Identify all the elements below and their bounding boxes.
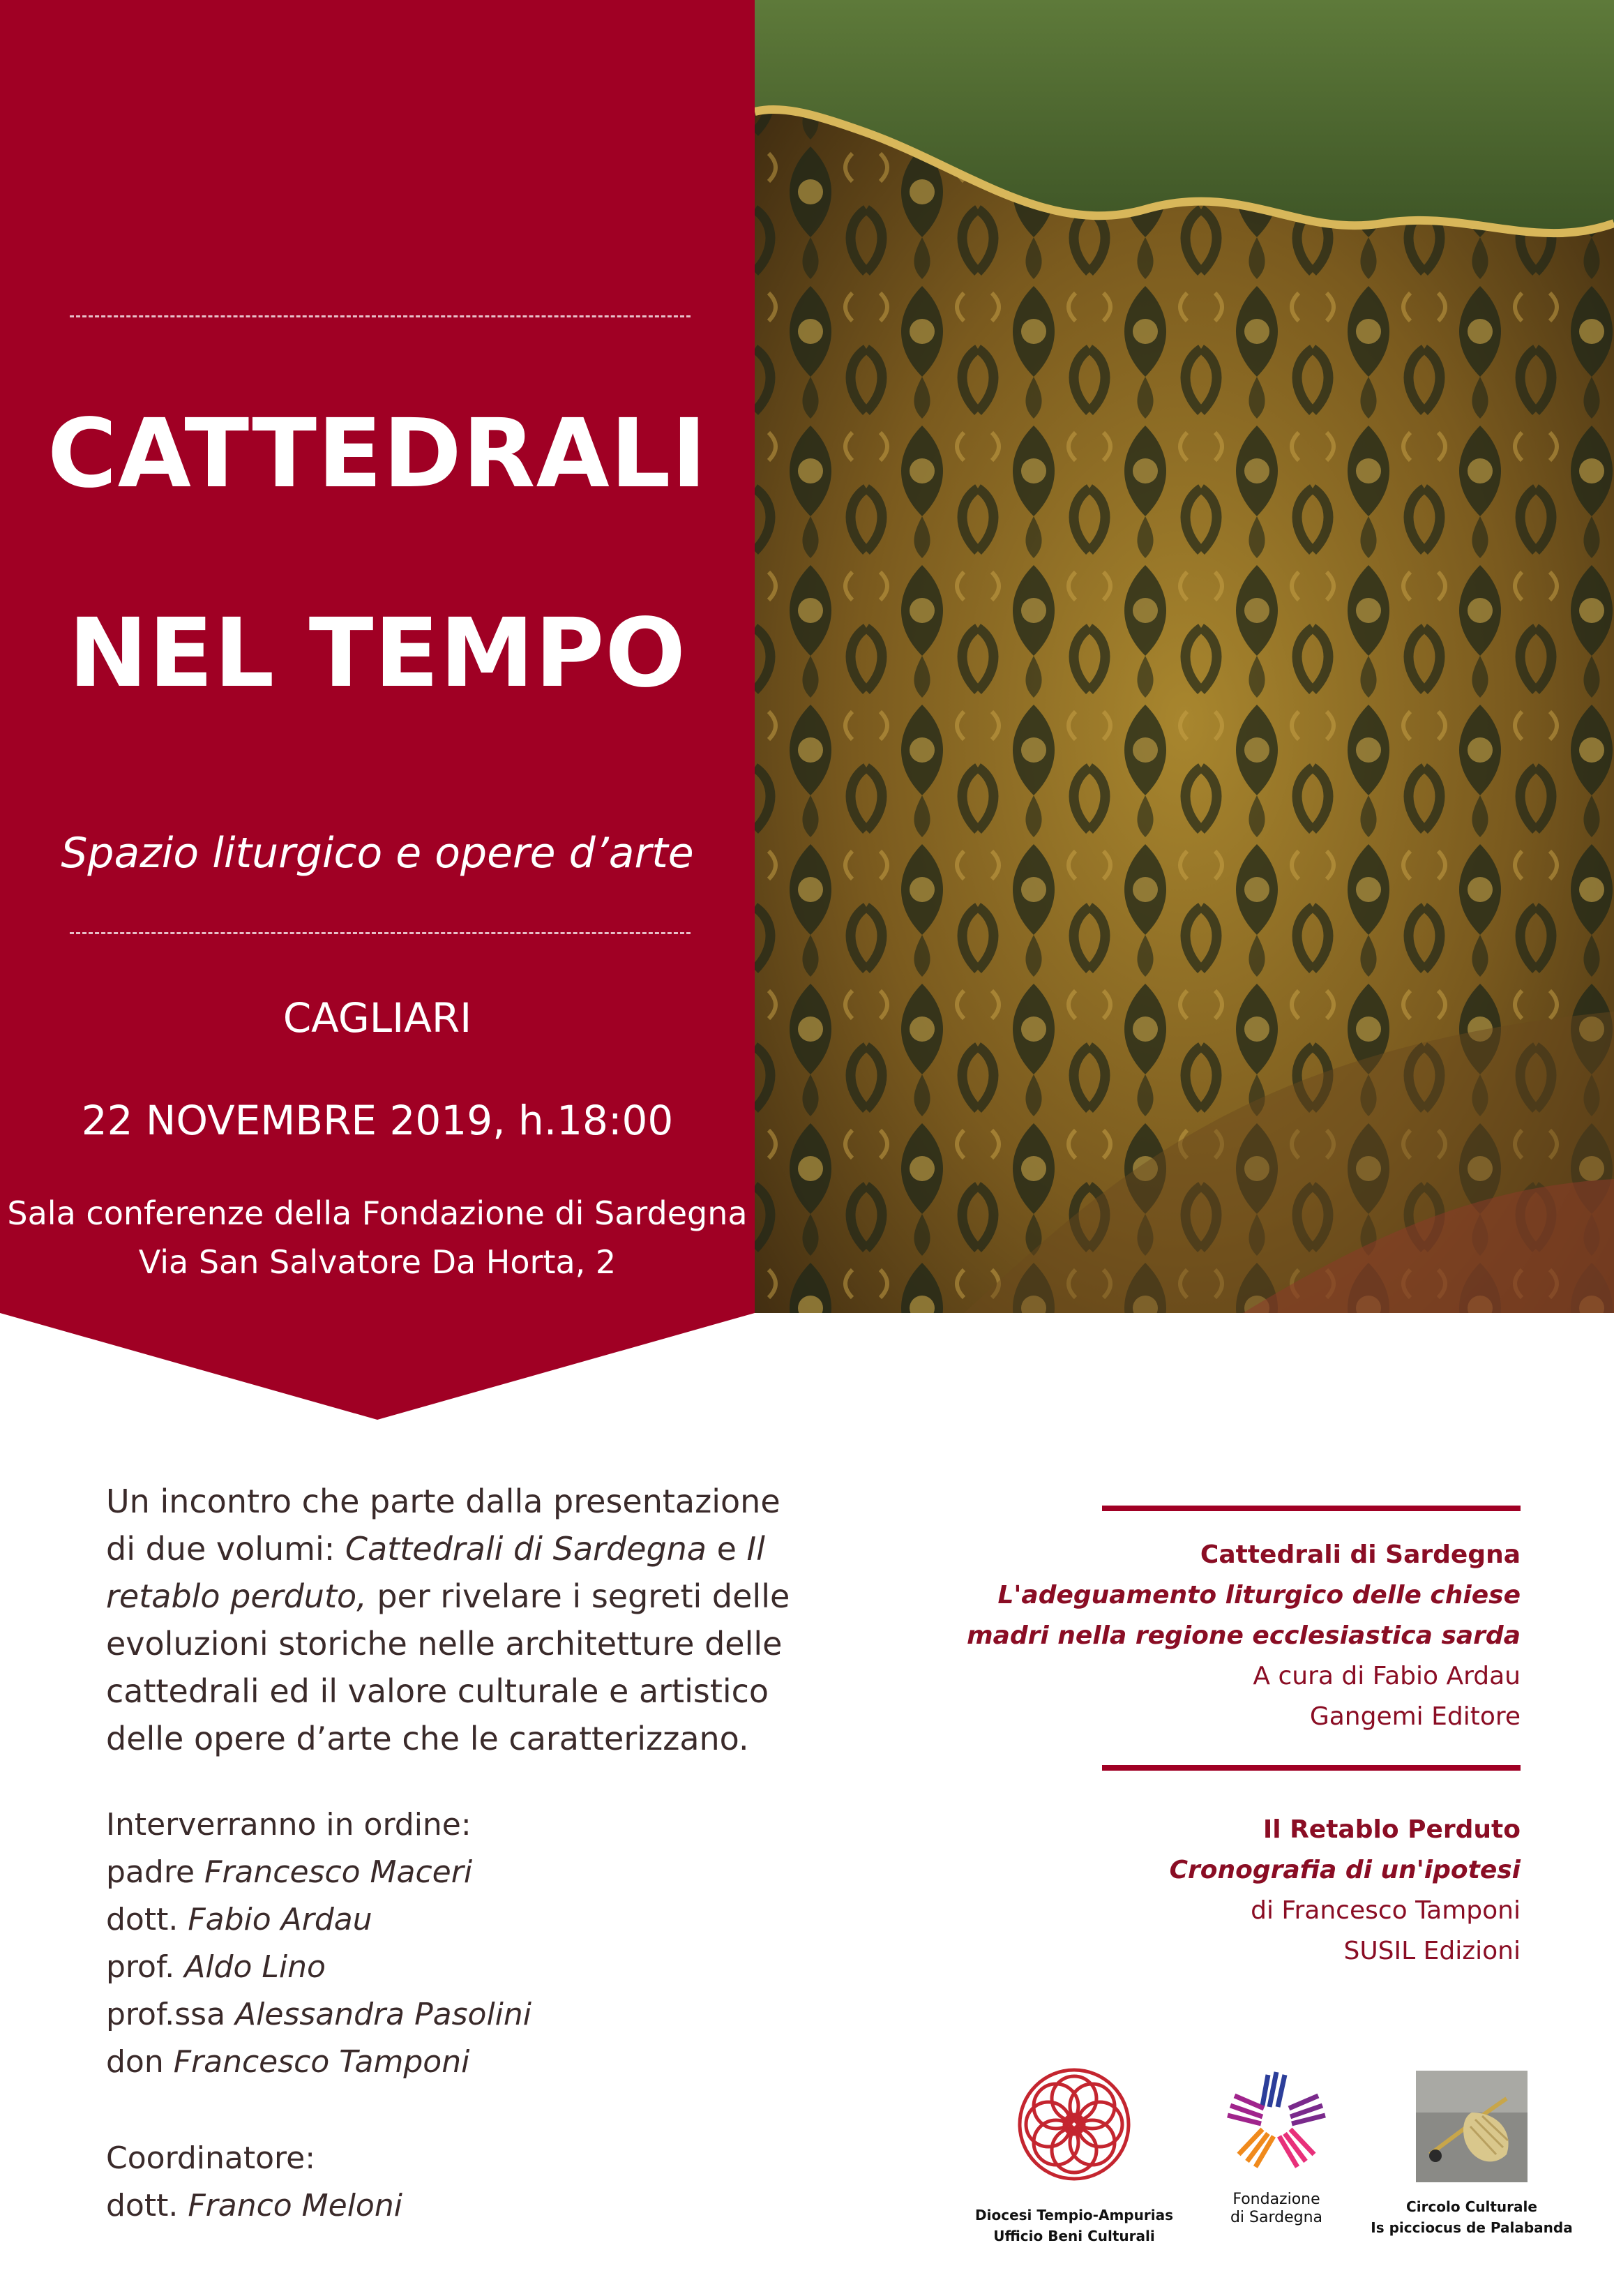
speaker-title: dott. [106,1902,188,1937]
fondazione-logo-block [1207,2065,1346,2227]
speaker-name: Fabio Ardau [188,1902,372,1937]
circolo-name: Circolo Culturale [1406,2198,1537,2215]
divider-bottom [70,932,691,934]
diocesi-rosette-icon [1015,2065,1133,2184]
intro-book2-title: Il retablo perduto, [106,1530,765,1615]
book1-author: A cura di Fabio Ardau [1253,1662,1521,1690]
speaker-title: padre [106,1854,205,1890]
event-venue: Sala conferenze della Fondazione di Sardegna [7,1194,748,1232]
speaker-item [106,1991,531,2039]
intro-text-1: Un incontro che parte dalla presentazione di due volumi: [106,1483,780,1568]
title-banner [0,0,755,1420]
intro-paragraph [106,1478,810,1762]
speakers-heading: Interverranno in ordine: [106,1807,472,1843]
book1-info [963,1535,1521,1737]
coordinator-block [106,2135,402,2230]
divider-top [70,315,691,317]
intro-text-2: per rivelare i segreti delle evoluzioni storiche nelle architetture delle cattedrali ed il valore culturale e artistico delle opere d’arte che le caratterizzano. [106,1577,790,1757]
event-title-line2: NEL TEMPO [68,599,687,709]
diocesi-name: Diocesi Tempio-Ampurias [975,2207,1173,2223]
brocade-painting-image [755,0,1614,1313]
book2-publisher: SUSIL Edizioni [1343,1937,1521,1965]
book1-subtitle-line1: L'adeguamento liturgico delle chiese [997,1581,1521,1610]
book1-publisher: Gangemi Editore [1309,1702,1521,1731]
fondazione-star-icon [1221,2065,1332,2177]
book2-title: Il Retablo Perduto [1262,1815,1521,1844]
speaker-item [106,1849,531,1896]
book1-subtitle-line2: madri nella regione ecclesiastica sarda [967,1621,1521,1650]
event-address: Via San Salvatore Da Horta, 2 [138,1243,617,1281]
intro-text-and: e [707,1530,747,1568]
coordinator-name: Franco Meloni [188,2188,402,2223]
fondazione-name-line1: Fondazione [1232,2191,1320,2208]
diocesi-logo-block [963,2065,1186,2246]
event-subtitle: Spazio liturgico e opere d’arte [61,829,694,878]
diocesi-office: Ufficio Beni Culturali [993,2228,1155,2244]
coordinator-title: dott. [106,2188,188,2223]
speaker-title: don [106,2044,174,2080]
speaker-item [106,1896,531,1944]
circolo-subname: Is picciocus de Palabanda [1371,2219,1573,2236]
book1-rule [1102,1506,1521,1511]
speaker-name: Alessandra Pasolini [235,1997,532,2032]
event-city: CAGLIARI [282,994,472,1042]
coordinator-item [106,2182,402,2230]
event-datetime: 22 NOVEMBRE 2019, h.18:00 [81,1097,674,1144]
circolo-logo-block [1367,2071,1576,2238]
book2-rule [1102,1765,1521,1771]
speaker-name: Francesco Maceri [204,1854,473,1890]
speaker-name: Aldo Lino [184,1949,326,1985]
event-title-line1: CATTEDRALI [47,399,708,509]
speaker-item [106,1944,531,1991]
intro-book1-title: Cattedrali di Sardegna [345,1530,707,1568]
book2-author: di Francesco Tamponi [1251,1896,1521,1925]
speaker-title: prof.ssa [106,1997,236,2032]
book2-subtitle: Cronografia di un'ipotesi [1169,1856,1521,1884]
speakers-list [106,1801,531,2086]
speaker-name: Francesco Tamponi [173,2044,470,2080]
fondazione-name-line2: di Sardegna [1230,2209,1323,2226]
coordinator-heading: Coordinatore: [106,2140,316,2176]
speaker-item [106,2039,531,2086]
speaker-title: prof. [106,1949,185,1985]
book1-title: Cattedrali di Sardegna [1200,1540,1521,1569]
spinning-top-photo-icon [1416,2071,1528,2182]
book2-info [963,1810,1521,1972]
